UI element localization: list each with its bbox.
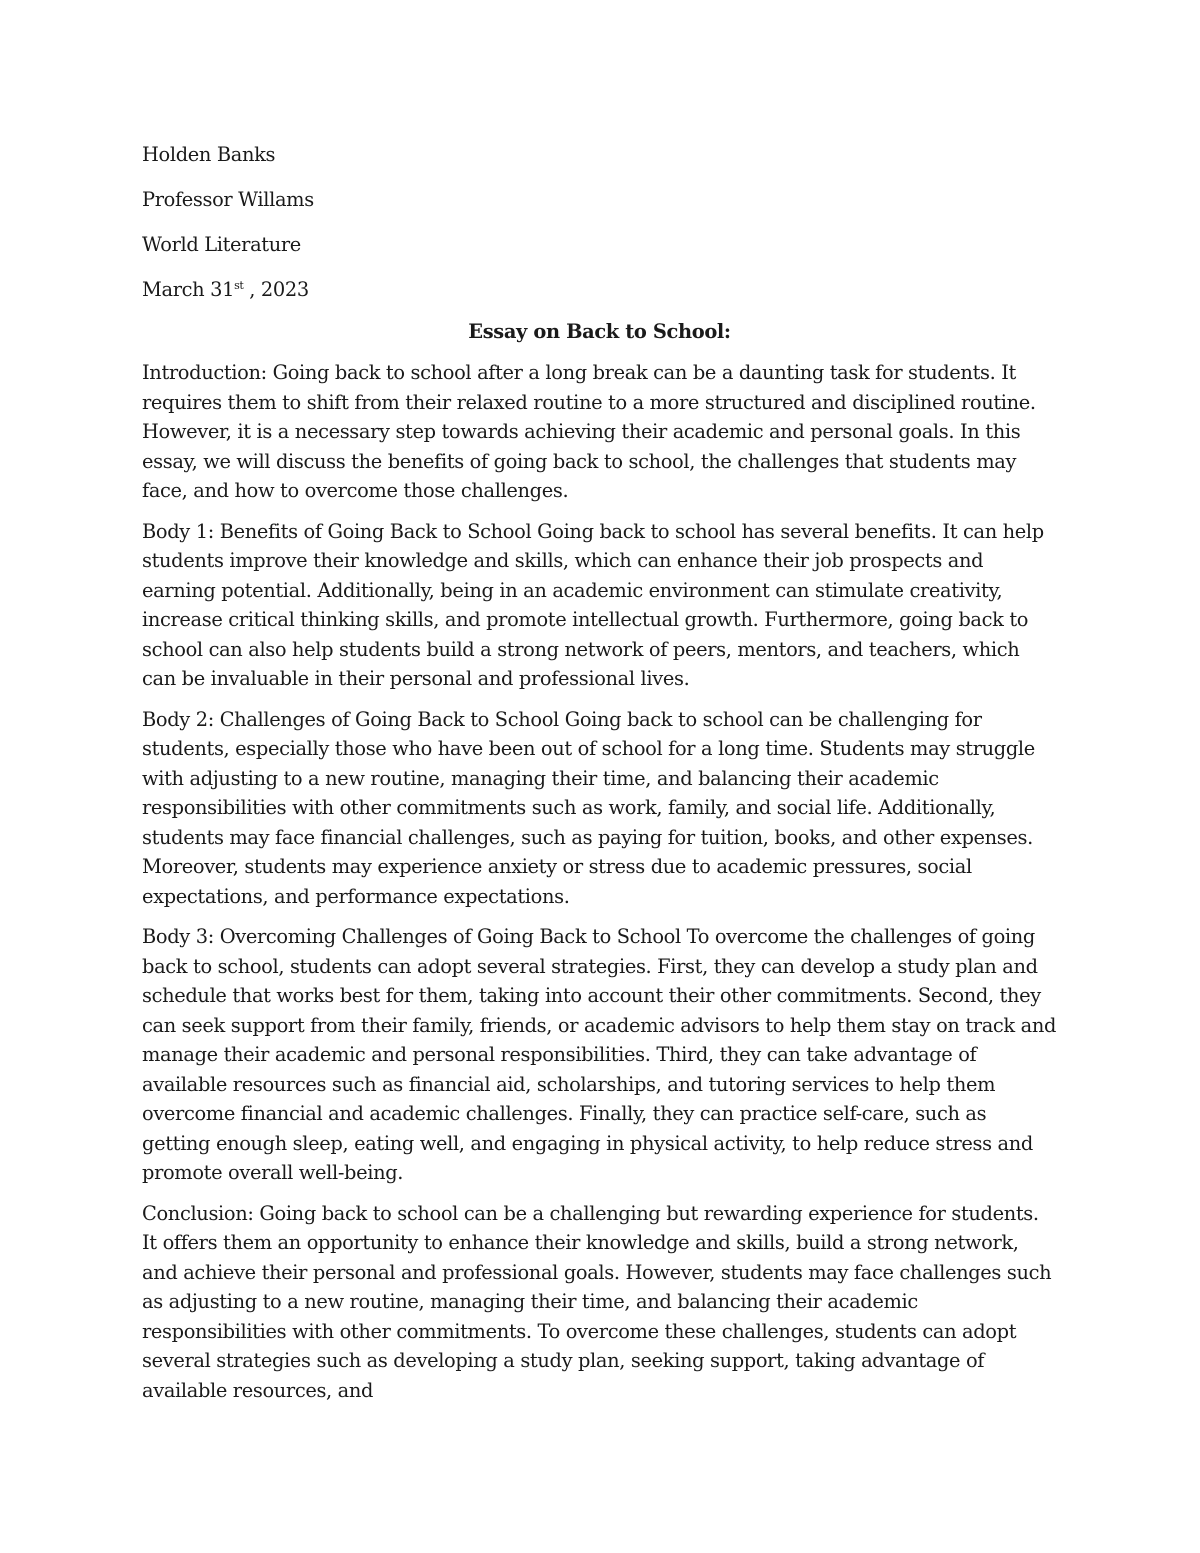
paragraph-body-1: Body 1: Benefits of Going Back to School Going back to school has several benefits. It can help students improve their knowledge and skills, which can enhance their job prospects and earning potential. Additionally, being in an academic environment can stimulate creativity, increase critical thinking skills, and promote intellectual growth. Furthermore, going back to school can also help students build a strong network of peers, mentors, and teachers, which can be invaluable in their personal and professional lives. bbox=[142, 519, 1044, 690]
date-year: , 2023 bbox=[243, 278, 309, 301]
paragraph-body-3: Body 3: Overcoming Challenges of Going Back to School To overcome the challenges of going back to school, students can adopt several strategies. First, they can develop a study plan and schedule that works best for them, taking into account their other commitments. Second, they can seek support from their family, friends, or academic advisors to help them stay on track and manage their academic and personal responsibilities. Third, they can take advantage of available resources such as financial aid, scholarships, and tutoring services to help them overcome financial and academic challenges. Finally, they can practice self-care, such as getting enough sleep, eating well, and engaging in physical activity, to help reduce stress and promote overall well-being. bbox=[142, 925, 1057, 1184]
essay-date bbox=[142, 275, 1057, 305]
paragraph-body-2: Body 2: Challenges of Going Back to School Going back to school can be challenging for students, especially those who have been out of school for a long time. Students may struggle with adjusting to a new routine, managing their time, and balancing their academic responsibilities with other commitments such as work, family, and social life. Additionally, students may face financial challenges, such as paying for tuition, books, and other expenses. Moreover, students may experience anxiety or stress due to academic pressures, social expectations, and performance expectations. bbox=[142, 707, 1035, 908]
date-month-day: March 31 bbox=[142, 278, 235, 301]
paragraph-conclusion: Conclusion: Going back to school can be a challenging but rewarding experience for students. It offers them an opportunity to enhance their knowledge and skills, build a strong network, and achieve their personal and professional goals. However, students may face challenges such as adjusting to a new routine, managing their time, and balancing their academic responsibilities with other commitments. To overcome these challenges, students can adopt several strategies such as developing a study plan, seeking support, taking advantage of available resources, and bbox=[142, 1201, 1052, 1402]
paragraph-introduction: Introduction: Going back to school after a long break can be a daunting task for students. It requires them to shift from their relaxed routine to a more structured and disciplined routine. However, it is a necessary step towards achieving their academic and personal goals. In this essay, we will discuss the benefits of going back to school, the challenges that students may face, and how to overcome those challenges. bbox=[142, 361, 1036, 502]
course-name: World Literature bbox=[142, 233, 301, 256]
essay-title: Essay on Back to School: bbox=[468, 319, 731, 343]
document-body bbox=[142, 140, 1057, 1416]
author-name: Holden Banks bbox=[142, 143, 276, 166]
professor-name: Professor Willams bbox=[142, 188, 314, 211]
date-ordinal-suffix: st bbox=[234, 279, 244, 292]
